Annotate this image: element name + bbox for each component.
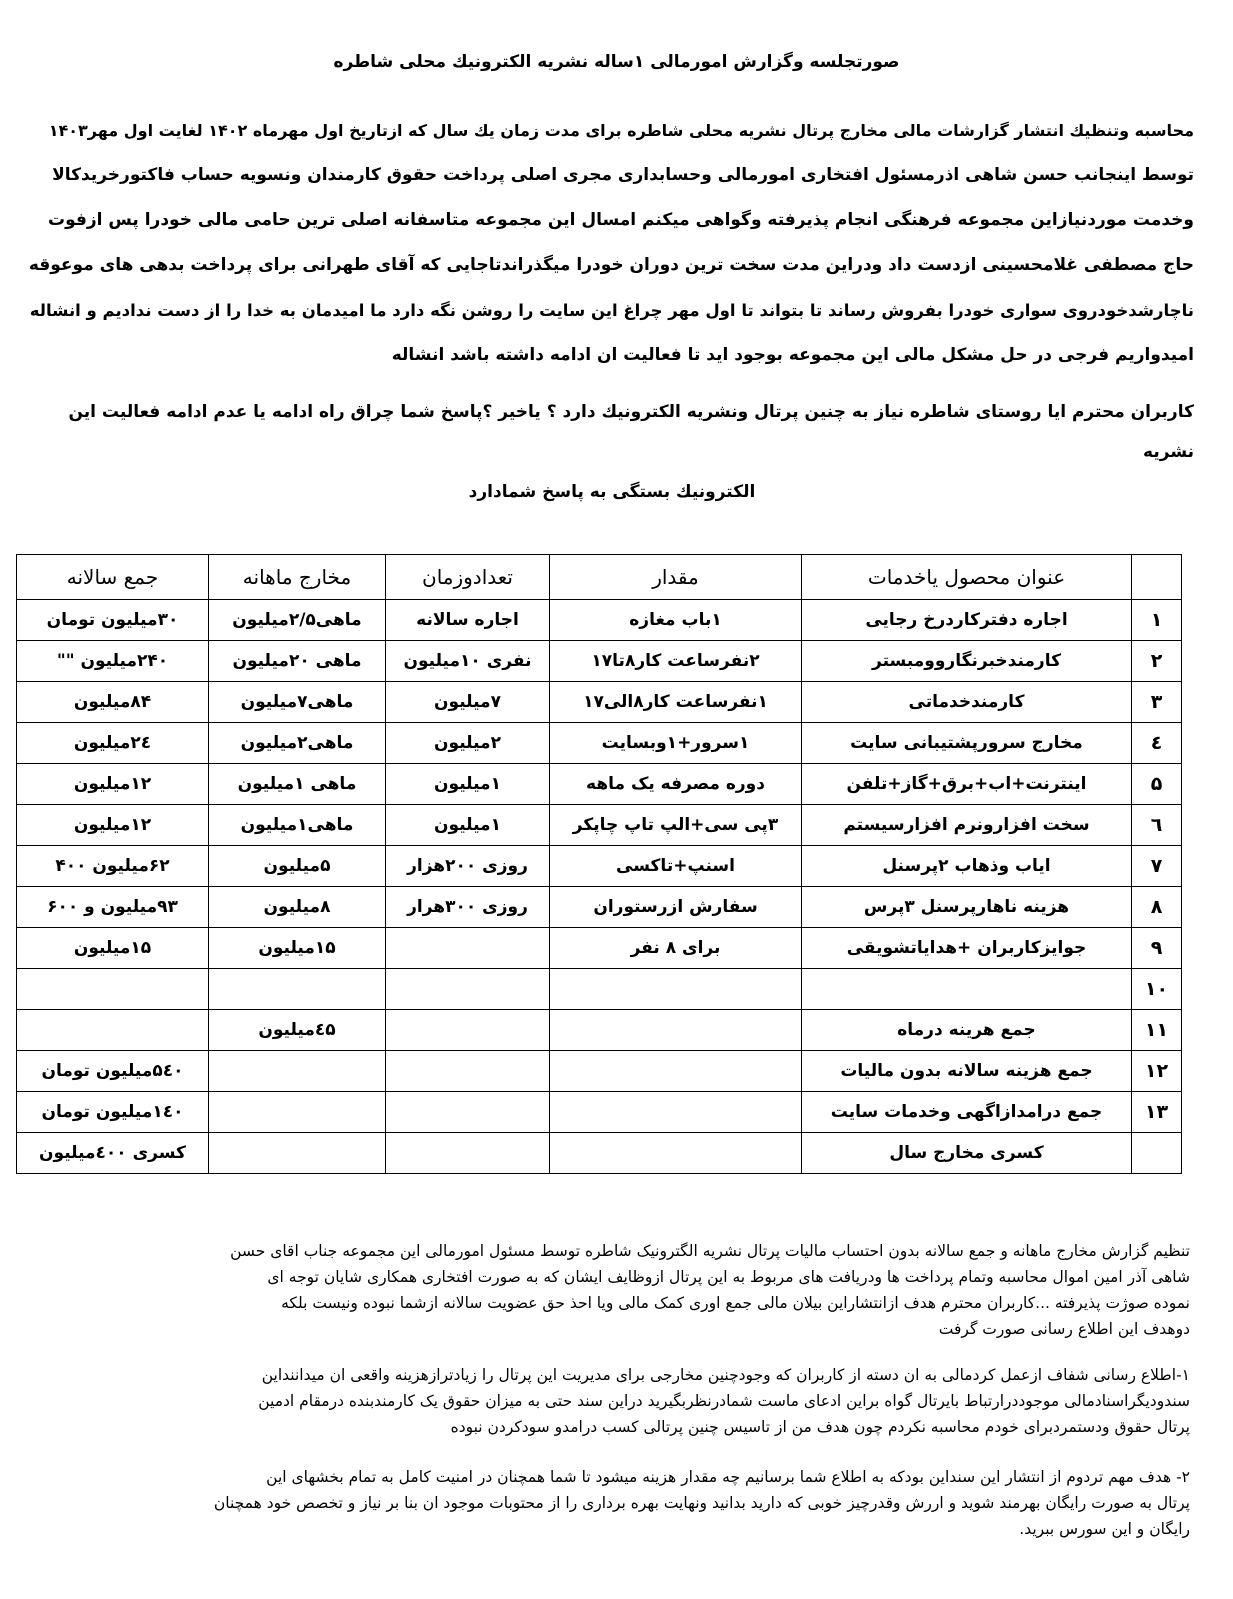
cell-amount: [550, 1133, 802, 1174]
cell-count: روزی ۳۰۰هرار: [386, 887, 550, 928]
point-one-line: ۱-اطلاع رسانی شفاف ازعمل کردمالی به ان دسته از کاربران که وجودچنین مخارجی برای مدیریت این پرتال را زیادترازهزینه واقعی ان میداننداین: [261, 1366, 1190, 1384]
header-index: [1132, 555, 1182, 600]
cell-monthly: ۸میلیون: [209, 887, 386, 928]
cell-annual: ۱۲میلیون: [17, 764, 209, 805]
cell-annual: ۶۲میلیون ۴۰۰: [17, 846, 209, 887]
table-header-row: [17, 555, 1182, 600]
cell-num: ۳: [1132, 682, 1182, 723]
cell-monthly: ماهی۲/۵میلیون: [209, 600, 386, 641]
cell-title: کسری مخارج سال: [802, 1133, 1132, 1174]
cell-count: [386, 1092, 550, 1133]
table-row: [17, 600, 1182, 641]
cell-annual: ۲۴۰میلیون "": [17, 641, 209, 682]
table-row: [17, 805, 1182, 846]
summary-line: تنظیم گزارش مخارج ماهانه و جمع سالانه بدون احتساب مالیات پرتال نشریه الگترونیک شاطره توسط مسئول امورمالی این مجموعه جناب اقای حسن: [230, 1242, 1190, 1260]
cell-num: ۱۲: [1132, 1051, 1182, 1092]
cell-amount: برای ۸ نفر: [550, 928, 802, 969]
cell-count: [386, 1010, 550, 1051]
cell-monthly: [209, 1133, 386, 1174]
cell-count: ۲میلیون: [386, 723, 550, 764]
cell-num: ۹: [1132, 928, 1182, 969]
summary-line: شاهی آذر امین اموال محاسبه وتمام پرداخت ها ودریافت های مربوط به این پرتال ازوظایف ایشان که به صورت افتخاری همکاری شایان توجه ای: [267, 1268, 1190, 1286]
cell-annual: ۵٤۰میلیون تومان: [17, 1051, 209, 1092]
cell-annual: ۹۳میلیون و ۶۰۰: [17, 887, 209, 928]
cell-num: ۵: [1132, 764, 1182, 805]
question-line: الکترونیك بستگی به پاسخ شمادارد: [468, 482, 756, 502]
cell-amount: دوره مصرفه یک ماهه: [550, 764, 802, 805]
cell-amount: [550, 1010, 802, 1051]
point-one-line: پرتال حقوق ودستمردبرای خودم محاسبه نکردم چون هدف من از تاسیس چنین پرتالی کسب درامدو سودکردن نبوده: [450, 1418, 1190, 1436]
cell-amount: سفارش ازرستوران: [550, 887, 802, 928]
cell-monthly: [209, 969, 386, 1010]
cell-annual: ۳۰میلیون تومان: [17, 600, 209, 641]
point-two-line: رایگان و این سورس ببرید.: [1019, 1520, 1190, 1538]
cell-monthly: [209, 1051, 386, 1092]
intro-line: ناچارشدخودروی سواری خودرا بفروش رساند تا بتواند تا اول مهر چراغ این سایت را روشن نگه دارد ما امیدمان به خدا را از دست نداديم و انشاله: [29, 301, 1194, 320]
header-annual: جمع سالانه: [17, 555, 209, 600]
header-title: عنوان محصول یاخدمات: [802, 555, 1132, 600]
table-row: [17, 928, 1182, 969]
cell-amount: [550, 1051, 802, 1092]
cell-annual: ۸۴میلیون: [17, 682, 209, 723]
cell-num: ۱۱: [1132, 1010, 1182, 1051]
intro-line: محاسبه وتنظیك انتشار گزارشات مالی مخارج پرتال نشریه محلی شاطره برای مدت زمان یك سال که ازتاریخ اول مهرماه ۱۴۰۲ لغایت اول مهر۱۴۰۳: [48, 121, 1194, 140]
question-line: کاربران محترم ایا روستای شاطره نیاز به چنین پرتال ونشریه الکترونیك دارد ؟ یاخیر ؟پاسخ شما چراق راه ادامه یا عدم ادامه فعالیت این نشریه: [68, 402, 1194, 462]
header-amount: مقدار: [550, 555, 802, 600]
cell-title: جمع درامدازاگهی وخدمات سایت: [802, 1092, 1132, 1133]
cell-count: [386, 1133, 550, 1174]
cell-title: کارمندخبرنگاروومبستر: [802, 641, 1132, 682]
cell-annual: کسری ٤۰۰میلیون: [17, 1133, 209, 1174]
cell-annual: ۱٤۰میلیون تومان: [17, 1092, 209, 1133]
cell-title: جوایزکاربران +هدایاتشویقی: [802, 928, 1132, 969]
cell-count: روزی ۲۰۰هزار: [386, 846, 550, 887]
cell-count: [386, 969, 550, 1010]
table-row: [17, 1092, 1182, 1133]
cell-num: ٦: [1132, 805, 1182, 846]
cell-amount: ۳پی سی+الپ تاپ چاپکر: [550, 805, 802, 846]
summary-paragraph: [22, 1238, 1190, 1342]
point-one-line: سندودیگراسنادمالی موجوددرارتباط بایرتال گواه براین ادعای ماست شمادرنظربگیرید دراین سند حتی به میزان حقوق یک کارمندبنده درمقام ادمین: [258, 1392, 1190, 1410]
cell-monthly: ۵میلیون: [209, 846, 386, 887]
cell-monthly: ماهی۲میلیون: [209, 723, 386, 764]
intro-line: توسط اینجانب حسن شاهی اذرمسئول افتخاری امورمالی وحسابداری مجری اصلی پرداخت حقوق کارمندان ونسویه حساب فاکتورخریدکالا: [52, 165, 1194, 185]
intro-line: امیدواریم فرجی در حل مشکل مالی این مجموعه بوجود اید تا فعالیت ان ادامه داشته باشد انشاله: [391, 345, 1194, 365]
point-two-line: پرتال به صورت رایگان بهرمند شوید و اررش وقدرچیز خوبی که دارید بدانید ونهایت بهره برداری را از محتوبات موجود ان بنا بر نیاز و تخصص خود همچنان: [213, 1494, 1190, 1512]
table-row: [17, 682, 1182, 723]
cell-monthly: ماهی ۲۰میلیون: [209, 641, 386, 682]
table-body: [17, 600, 1182, 1174]
cell-amount: ۲نفرساعت کار۸تا۱۷: [550, 641, 802, 682]
table-row: [17, 1133, 1182, 1174]
table-row: [17, 1051, 1182, 1092]
cell-annual: [17, 969, 209, 1010]
point-two-paragraph: [22, 1464, 1190, 1542]
cell-monthly: ماهی۱میلیون: [209, 805, 386, 846]
cell-title: هزینه ناهارپرسنل ۳پرس: [802, 887, 1132, 928]
cell-num: ۱۰: [1132, 969, 1182, 1010]
cell-num: ۸: [1132, 887, 1182, 928]
cell-num: ۷: [1132, 846, 1182, 887]
table-row: [17, 723, 1182, 764]
table-row: [17, 1010, 1182, 1051]
question-paragraph: [30, 392, 1194, 512]
cell-annual: ۲٤میلیون: [17, 723, 209, 764]
cell-monthly: ۱۵میلیون: [209, 928, 386, 969]
intro-line: وخدمت موردنیازاین مجموعه فرهنگی انجام پذیرفته وگواهی میکنم امسال این مجموعه متاسفانه اصلی ترین حامی مالی خودرا پس ازفوت: [47, 210, 1194, 230]
summary-line: دوهدف این اطلاع رسانی صورت گرفت: [938, 1320, 1190, 1338]
cell-monthly: ماهی ۱میلیون: [209, 764, 386, 805]
cell-title: اياب وذهاب ۲پرسنل: [802, 846, 1132, 887]
cell-count: اجاره سالانه: [386, 600, 550, 641]
cell-amount: ۱نفرساعت کار۸الی۱۷: [550, 682, 802, 723]
cell-title: اجاره دفترکاردرخ رجایی: [802, 600, 1132, 641]
cell-title: جمع هرینه درماه: [802, 1010, 1132, 1051]
summary-line: نموده صوژت پذیرفته ...کاربران محترم هدف ازانتشاراین بیلان مالی جمع اوری کمک مالی ویا احذ حق عضویت سالانه ازشما نبوده ونیست بلکه: [281, 1294, 1190, 1312]
cell-title: سخت افزارونرم افزارسیستم: [802, 805, 1132, 846]
table-row: [17, 764, 1182, 805]
cell-amount: [550, 969, 802, 1010]
cell-title: کارمندخدماتی: [802, 682, 1132, 723]
cell-num: ۱: [1132, 600, 1182, 641]
cell-amount: ۱باب مغازه: [550, 600, 802, 641]
cell-annual: ۱۲میلیون: [17, 805, 209, 846]
cell-num: ۲: [1132, 641, 1182, 682]
cell-count: ۷میلیون: [386, 682, 550, 723]
point-one-paragraph: [22, 1362, 1190, 1440]
cell-amount: اسنپ+تاکسی: [550, 846, 802, 887]
cost-table: [16, 554, 1182, 1174]
cell-count: [386, 928, 550, 969]
cell-title: اینترنت+اب+برق+گاز+تلفن: [802, 764, 1132, 805]
document-title: صورتجلسه وگزارش امورمالی ۱ساله نشریه الکترونیك محلی شاطره: [333, 52, 900, 72]
point-two-line: ۲- هدف مهم تردوم از انتشار این سنداین بودکه به اطلاع شما برسانیم چه مقدار هزینه میشود تا شما همچنان در امنیت کامل به تمام بخشهای این: [266, 1468, 1190, 1486]
cell-count: نفری ۱۰میلیون: [386, 641, 550, 682]
header-count: تعدادوزمان: [386, 555, 550, 600]
cell-count: ۱میلیون: [386, 805, 550, 846]
table-row: [17, 887, 1182, 928]
intro-paragraph: [22, 108, 1194, 378]
cell-num: ۱۳: [1132, 1092, 1182, 1133]
cell-num: ٤: [1132, 723, 1182, 764]
cell-monthly: ٤۵میلیون: [209, 1010, 386, 1051]
cell-title: جمع هزینه سالانه بدون مالیات: [802, 1051, 1132, 1092]
cell-annual: ۱۵میلیون: [17, 928, 209, 969]
cell-monthly: [209, 1092, 386, 1133]
cell-monthly: ماهی۷میلیون: [209, 682, 386, 723]
table-row: [17, 641, 1182, 682]
cell-amount: [550, 1092, 802, 1133]
intro-line: حاج مصطفی غلامحسینی ازدست داد ودراین مدت سخت ترین دوران خودرا میگذراندتاجایی که آقای طهرانی برای پرداخت بدهی های موعوقه: [28, 255, 1194, 275]
cell-annual: [17, 1010, 209, 1051]
cell-count: ۱میلیون: [386, 764, 550, 805]
cell-amount: ۱سرور+۱وبسایت: [550, 723, 802, 764]
header-monthly: مخارج ماهانه: [209, 555, 386, 600]
cell-title: [802, 969, 1132, 1010]
table-row: [17, 846, 1182, 887]
cell-count: [386, 1051, 550, 1092]
cell-title: مخارج سرورپشتیبانی سایت: [802, 723, 1132, 764]
table-row: [17, 969, 1182, 1010]
cell-num: [1132, 1133, 1182, 1174]
